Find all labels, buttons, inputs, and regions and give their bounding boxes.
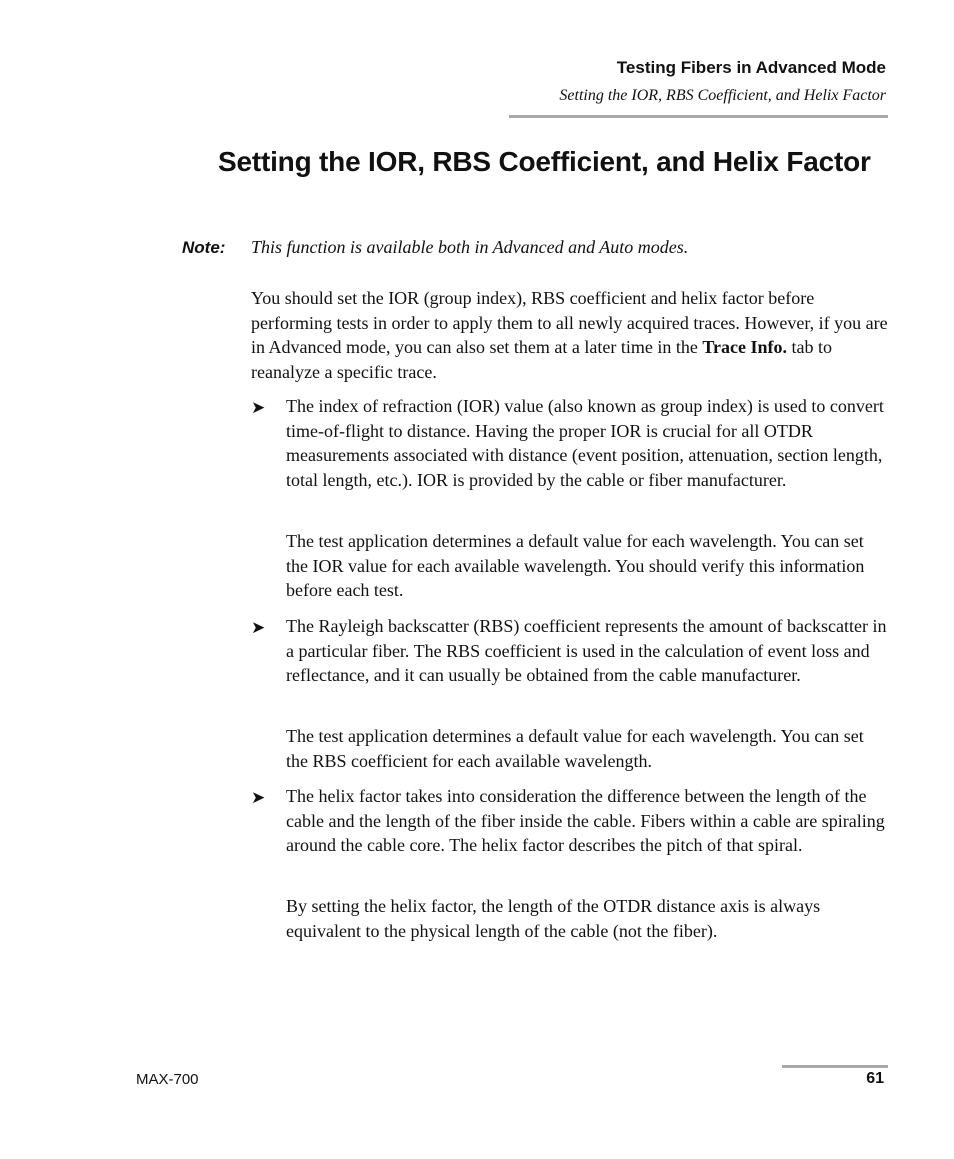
intro-text-end: tab to reanalyze a specific trace. <box>251 337 833 382</box>
bullet-arrow-icon: ➤ <box>251 398 266 417</box>
intro-text: You should set the IOR (group index), RBS coefficient and helix factor before performing tests in order to apply them to all newly acquired traces. However, if you are in Advanced mode, you can also set them at a later time in the <box>251 288 888 357</box>
bullet-helix-followup: By setting the helix factor, the length of the OTDR distance axis is always equivalent to the physical length of the cable (not the fiber). <box>286 896 821 941</box>
bullet-ior-followup: The test application determines a default value for each wavelength. You can set the IOR value for each available wavelength. You should verify this information before each test. <box>286 531 865 600</box>
page-number: 61 <box>866 1070 884 1087</box>
footer-rule <box>782 1065 888 1068</box>
running-header-subtitle: Setting the IOR, RBS Coefficient, and Helix Factor <box>559 87 886 104</box>
note-text: This function is available both in Advanced and Auto modes. <box>251 237 689 257</box>
bullet-arrow-icon: ➤ <box>251 788 266 807</box>
running-header-title: Testing Fibers in Advanced Mode <box>616 58 886 77</box>
bullet-ior-text: The index of refraction (IOR) value (also known as group index) is used to convert time-of-flight to distance. Having the proper IOR is crucial for all OTDR measurements associated with distance (event position, attenuation, section length, total length, etc.). IOR is provided by the cable or fiber manufacturer. <box>286 396 884 490</box>
bullet-rbs-text: The Rayleigh backscatter (RBS) coefficient represents the amount of backscatter in a particular fiber. The RBS coefficient is used in the calculation of event loss and reflectance, and it can usually be obtained from the cable manufacturer. <box>286 616 887 685</box>
bullet-helix-text: The helix factor takes into consideration the difference between the length of the cable and the length of the fiber inside the cable. Fibers within a cable are spiraling around the cable core. The helix factor describes the pitch of that spiral. <box>286 786 885 855</box>
page-title: Setting the IOR, RBS Coefficient, and Helix Factor <box>218 146 871 177</box>
header-rule <box>509 115 888 118</box>
bullet-arrow-icon: ➤ <box>251 618 266 637</box>
intro-paragraph <box>251 286 891 384</box>
note-label: Note: <box>182 238 226 257</box>
bullet-rbs-followup: The test application determines a default value for each wavelength. You can set the RBS coefficient for each available wavelength. <box>286 726 864 771</box>
footer-product-name: MAX-700 <box>136 1071 199 1088</box>
trace-info-tab-reference: Trace Info. <box>702 337 788 357</box>
